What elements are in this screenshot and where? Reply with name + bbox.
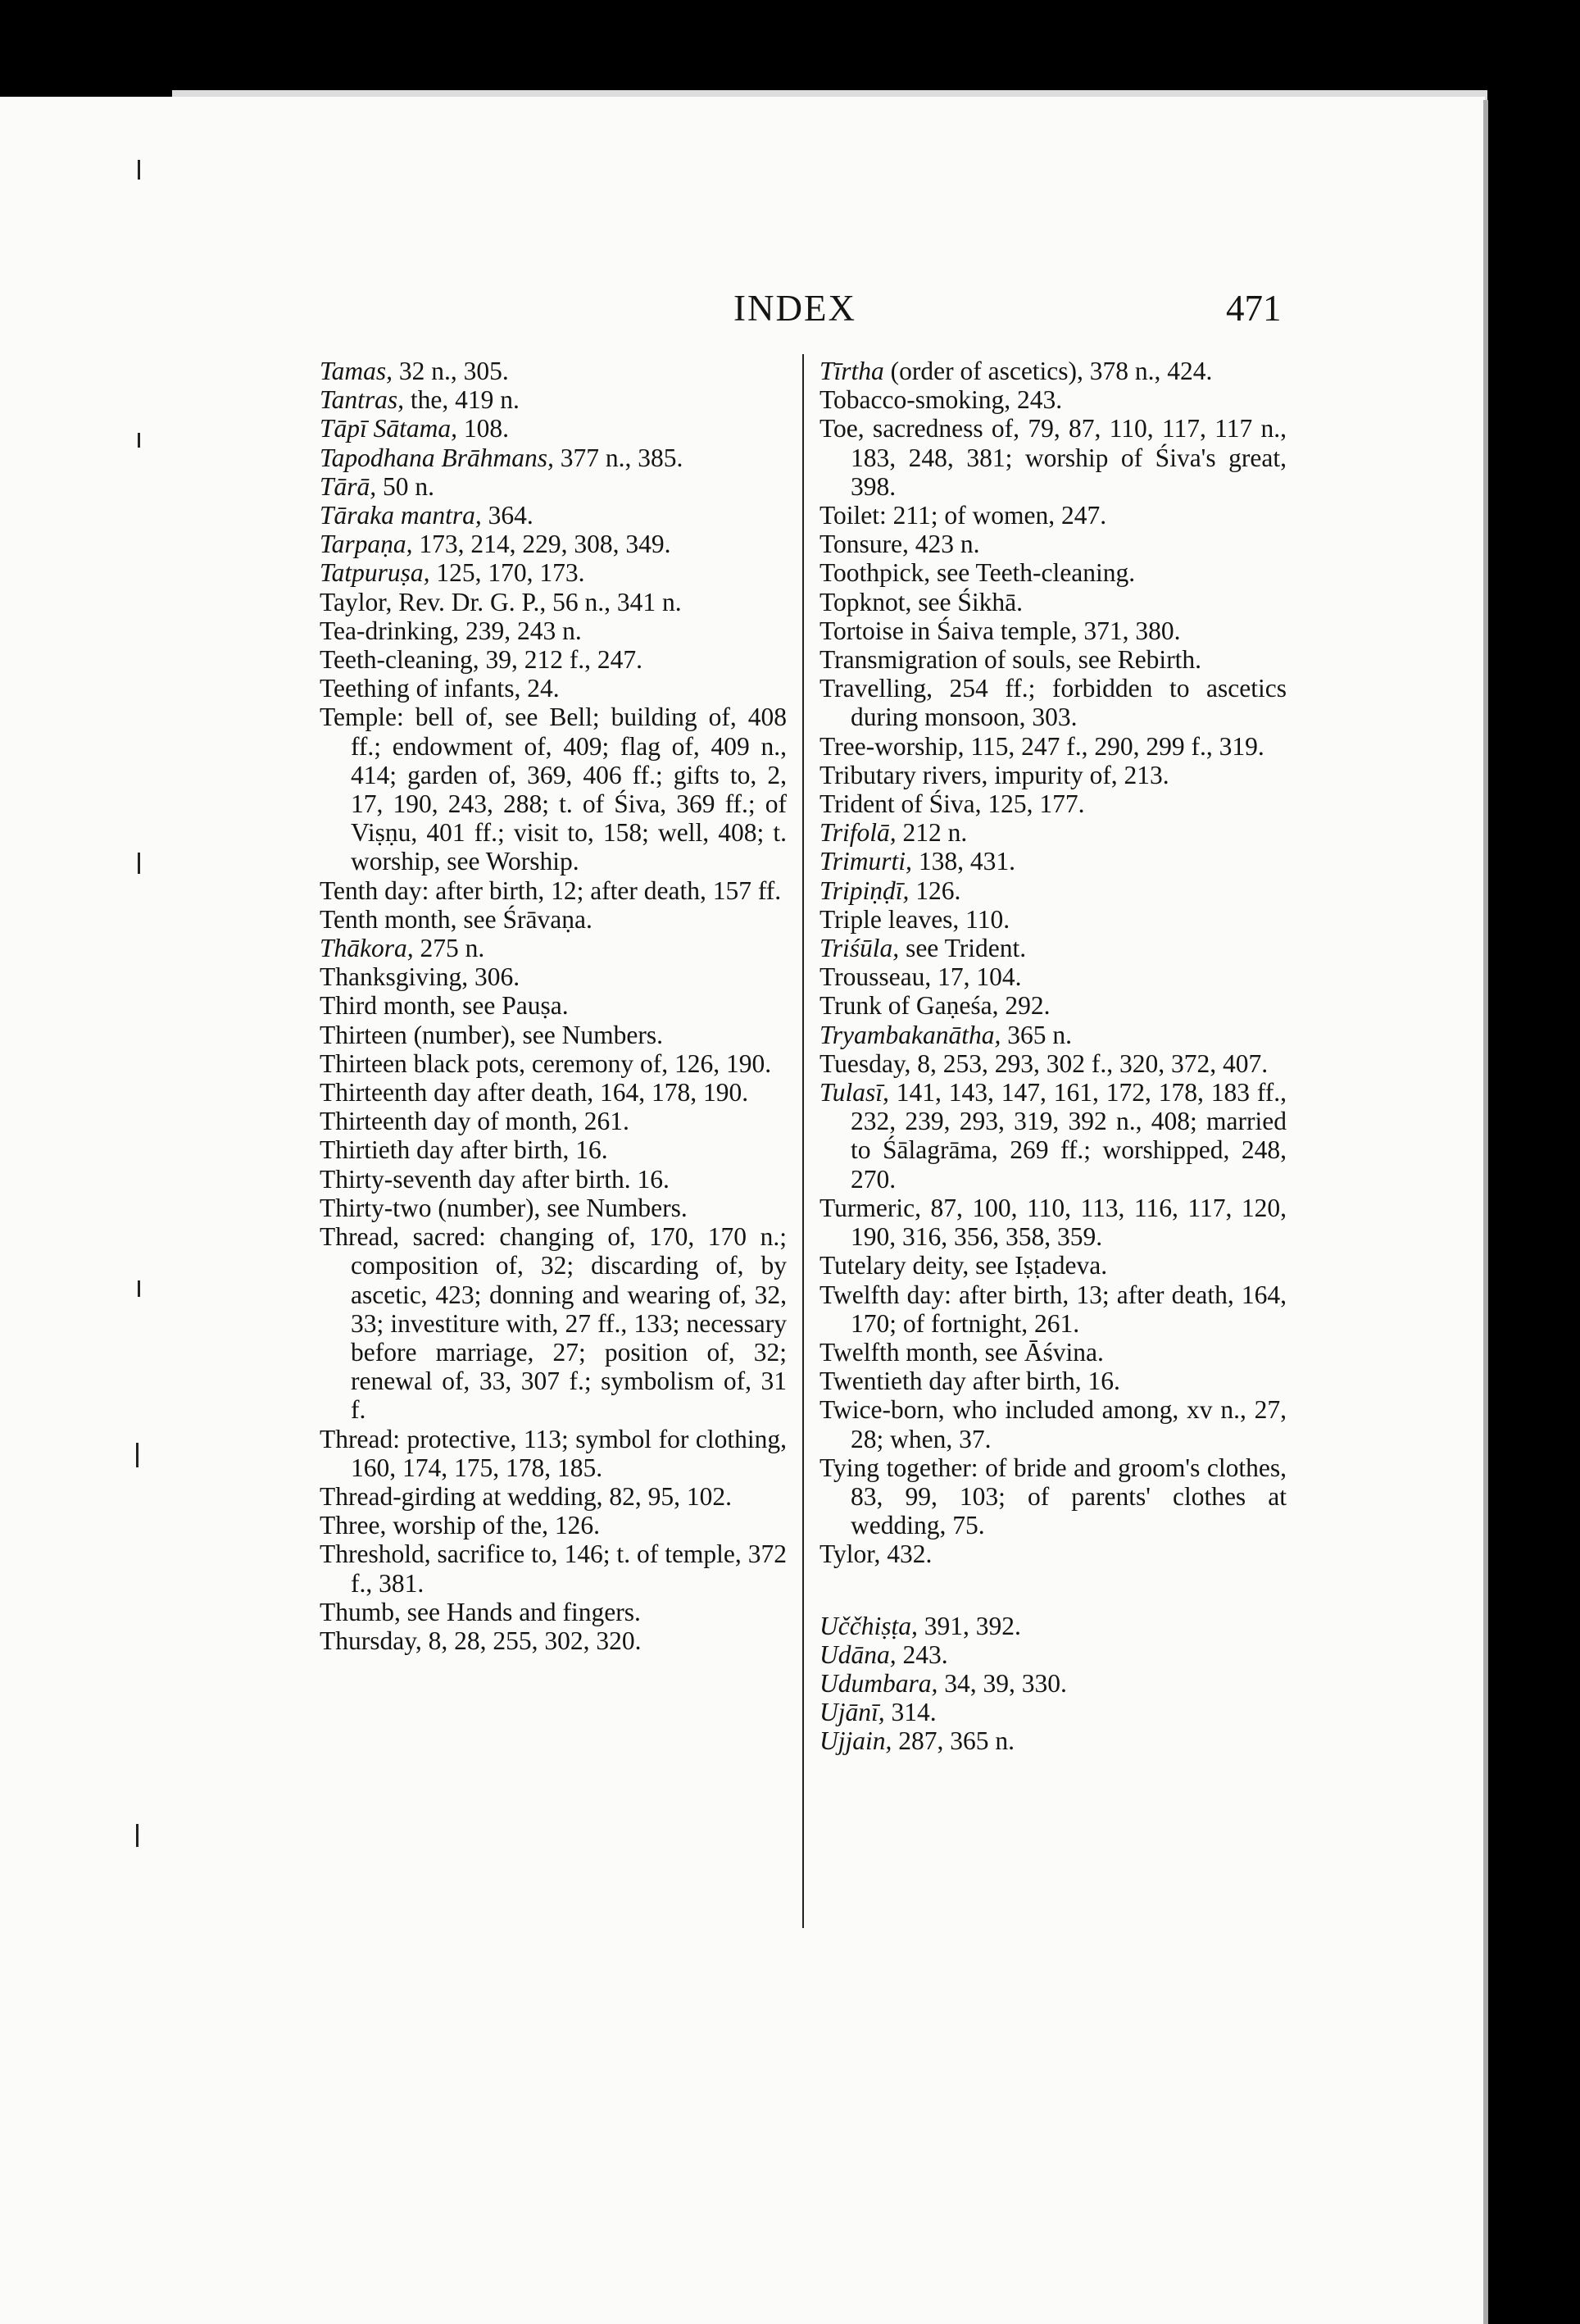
index-entry-text: Thursday, 8, 28, 255, 302, 320. [320,1626,642,1655]
index-entry [320,934,787,962]
index-entry [320,558,787,587]
index-entry [820,732,1287,761]
index-entry [820,1612,1287,1640]
index-column-left [320,357,787,1655]
index-entry [320,1135,787,1164]
index-entry-text: Twice-born, who included among, xv n., 27, 28; when, 37. [820,1395,1287,1453]
index-entry-text: 377 n., 385. [553,443,683,472]
index-entry [820,1539,1287,1568]
page-right-edge [1483,100,1488,2324]
index-entry-headword: Tāpī Sātama, [320,414,458,443]
index-entry-text: Travelling, 254 ff.; forbidden to ascetics during monsoon, 303. [820,674,1287,732]
index-entry [820,558,1287,587]
index-entry-headword: Uččhiṣṭa, [820,1611,918,1640]
index-entry-text: Tuesday, 8, 253, 293, 302 f., 320, 372, 407. [820,1048,1269,1078]
index-entry-text: Toe, sacredness of, 79, 87, 110, 117, 117 n., 183, 248, 381; worship of Śiva's great, 398. [820,414,1287,501]
index-entry [320,1511,787,1539]
index-entry-text: 32 n., 305. [393,357,509,385]
index-entry [320,1626,787,1655]
index-entry [320,1539,787,1597]
index-entry-text: Thirteen (number), see Numbers. [320,1020,663,1049]
index-entry-text: 212 n. [896,818,968,848]
index-entry-text: Trunk of Gaṇeśa, 292. [820,991,1051,1021]
index-entry-text: Toilet: 211; of women, 247. [820,501,1107,530]
index-entry-text: Twentieth day after birth, 16. [820,1367,1120,1396]
index-entry-headword: Tripiṇḍī, [820,875,910,905]
index-entry-headword: Tāraka mantra, [320,501,482,530]
index-entry-text: 173, 214, 229, 308, 349. [412,530,671,559]
index-entry-text: Thirteenth day of month, 261. [320,1107,629,1136]
index-entry [820,616,1287,645]
index-entry [820,1021,1287,1049]
index-entry-headword: Tarpaṇa, [320,530,413,559]
index-entry [320,357,787,385]
index-entry-text: Thirteen black pots, ceremony of, 126, 190. [320,1048,772,1078]
index-entry-headword: Trimurti, [820,847,912,876]
index-entry-headword: Udumbara, [820,1668,938,1698]
index-entry [320,1598,787,1626]
margin-mark [136,1443,138,1467]
margin-mark [138,433,140,448]
index-entry-text: Tree-worship, 115, 247 f., 290, 299 f., 319. [820,731,1264,761]
index-entry [320,1107,787,1135]
index-entry-text: Twelfth month, see Āśvina. [820,1337,1104,1367]
index-entry-text: Taylor, Rev. Dr. G. P., 56 n., 341 n. [320,587,682,616]
index-entry-text: Thread-girding at wedding, 82, 95, 102. [320,1481,733,1511]
margin-mark [138,853,140,874]
index-entry [820,1049,1287,1078]
index-entry-text: 126. [909,875,961,905]
index-entry-text: Thirteenth day after death, 164, 178, 190. [320,1078,749,1107]
index-entry [320,501,787,530]
index-entry-text: 243. [896,1640,948,1669]
page-header [0,287,1485,336]
index-entry [820,991,1287,1020]
index-entry-text: Thumb, see Hands and fingers. [320,1597,641,1626]
index-entry-headword: Tryambakanātha, [820,1020,1001,1049]
margin-mark [136,1824,138,1847]
index-entry-text: 364. [481,501,533,530]
index-entry [820,1453,1287,1540]
index-entry-text: Trousseau, 17, 104. [820,962,1022,992]
margin-mark [138,160,140,180]
index-entry-headword: Tatpuruṣa, [320,558,430,588]
index-entry-text: 141, 143, 147, 161, 172, 178, 183 ff., 232, 239, 293, 319, 392 n., 408; married to Śālagrāma, 269 ff.; worshipped, 248, 270. [851,1078,1287,1194]
index-entry-text: 125, 170, 173. [429,558,585,588]
index-entry [820,674,1287,731]
index-entry-text: 391, 392. [917,1611,1021,1640]
index-entry-text: Tea-drinking, 239, 243 n. [320,616,582,645]
index-entry-text: Three, worship of the, 126. [320,1511,601,1540]
index-column-right [820,357,1287,1756]
index-entry-headword: Triśūla, [820,934,900,963]
index-entry [320,1165,787,1194]
index-entry [820,1367,1287,1395]
index-entry [320,962,787,991]
index-entry-text: Tylor, 432. [820,1539,933,1569]
index-entry-text: Thread: protective, 113; symbol for clothing, 160, 174, 175, 178, 185. [320,1424,787,1482]
index-entry-text: Thirty-seventh day after birth. 16. [320,1164,670,1194]
index-entry-text: Temple: bell of, see Bell; building of, 408 ff.; endowment of, 409; flag of, 409 n., 414; garden of, 369, 406 ff.; gifts to, 2, 17, 190, 243, 288; t. of Śiva, 369 ff.; of Viṣṇu, 401 ff.; visit to, 158; well, 408; t. worship, see Worship. [320,703,787,876]
index-entry [820,1698,1287,1726]
index-entry-text: Thirty-two (number), see Numbers. [320,1193,688,1222]
index-entry-text: (order of ascetics), 378 n., 424. [883,357,1213,385]
index-entry [320,616,787,645]
index-entry [320,588,787,616]
index-entry-headword: Tulasī, [820,1078,889,1107]
index-entry-text: Twelfth day: after birth, 13; after death, 164, 170; of fortnight, 261. [820,1280,1287,1338]
index-entry [820,847,1287,875]
index-entry [820,414,1287,501]
index-entry-text: 138, 431. [911,847,1015,876]
index-entry-text: 275 n. [413,934,485,963]
index-entry-headword: Ujānī, [820,1698,885,1727]
index-entry [820,934,1287,962]
index-entry-text: Thanksgiving, 306. [320,962,520,992]
index-entry-text: Tributary rivers, impurity of, 213. [820,760,1169,789]
index-entry-text: 365 n. [1001,1020,1073,1049]
index-entry [320,385,787,414]
index-entry-text: Tonsure, 423 n. [820,530,980,559]
index-entry-text: Tenth month, see Śrāvaṇa. [320,904,592,934]
index-entry-headword: Udāna, [820,1640,897,1669]
index-entry [320,1021,787,1049]
index-entry-text: Triple leaves, 110. [820,904,1010,934]
index-entry-text: 108. [457,414,510,443]
index-entry [820,1280,1287,1338]
page-number: 471 [1226,288,1282,329]
index-entry-headword: Tīrtha [820,357,884,385]
index-entry-headword: Tantras, [320,385,405,415]
index-entry-text: 34, 39, 330. [938,1668,1067,1698]
index-entry-text: see Trident. [899,934,1027,963]
index-entry [820,645,1287,674]
index-entry [320,703,787,875]
index-entry-text: Threshold, sacrifice to, 146; t. of temple, 372 f., 381. [320,1539,787,1598]
index-entry [820,789,1287,818]
index-entry [820,1640,1287,1669]
index-entry [820,962,1287,991]
index-entry [320,905,787,934]
index-entry-text: Thirtieth day after birth, 16. [320,1135,608,1165]
index-entry [820,1194,1287,1251]
index-entry [820,905,1287,934]
index-entry [820,501,1287,530]
index-entry-text: 287, 365 n. [892,1726,1015,1756]
index-entry [320,414,787,443]
index-entry [320,645,787,674]
index-entry-text: Trident of Śiva, 125, 177. [820,789,1085,819]
index-entry-text: 50 n. [376,471,435,501]
index-entry-headword: Ujjain, [820,1726,892,1756]
index-entry-headword: Tapodhana Brāhmans, [320,443,554,472]
index-entry-text: Tortoise in Śaiva temple, 371, 380. [820,616,1181,645]
index-entry [320,1482,787,1511]
index-entry-text: the, 419 n. [404,385,520,415]
index-entry [320,530,787,558]
index-entry-headword: Thākora, [320,934,414,963]
running-title: INDEX [733,288,856,329]
index-entry [820,357,1287,385]
index-entry [820,1251,1287,1280]
index-entry-text: Toothpick, see Teeth-cleaning. [820,558,1136,588]
index-entry-text: Tenth day: after birth, 12; after death, 157 ff. [320,875,782,905]
index-entry-text: Tying together: of bride and groom's clothes, 83, 99, 103; of parents' clothes at wedding, 75. [820,1453,1287,1540]
margin-mark [138,1280,140,1297]
index-entry [820,530,1287,558]
index-entry-text: Teething of infants, 24. [320,674,560,703]
index-entry-text: Tutelary deity, see Iṣṭadeva. [820,1251,1108,1280]
index-entry [820,1669,1287,1698]
index-entry [320,1194,787,1222]
index-entry-text: Topknot, see Śikhā. [820,587,1024,616]
index-entry [320,1049,787,1078]
column-divider [802,354,804,1928]
index-entry-text: 314. [884,1698,937,1727]
index-entry [320,1222,787,1424]
index-entry-headword: Tamas, [320,357,393,385]
index-entry-text: Tobacco-smoking, 243. [820,385,1063,415]
index-entry-text: Transmigration of souls, see Rebirth. [820,645,1202,675]
index-entry-text: Turmeric, 87, 100, 110, 113, 116, 117, 120, 190, 316, 356, 358, 359. [820,1193,1287,1252]
index-entry [820,588,1287,616]
index-entry [820,1395,1287,1453]
index-entry [820,818,1287,847]
index-entry [820,1078,1287,1194]
index-entry [320,472,787,501]
index-entry [820,876,1287,905]
index-entry [820,1726,1287,1755]
index-entry-headword: Trifolā, [820,818,897,848]
index-entry [820,1338,1287,1367]
index-entry [820,385,1287,414]
index-entry-text: Teeth-cleaning, 39, 212 f., 247. [320,645,643,675]
index-entry [320,674,787,703]
index-entry [320,443,787,472]
index-entry [320,1078,787,1107]
index-entry-text: Thread, sacred: changing of, 170, 170 n.; composition of, 32; discarding of, by ascetic, 423; donning and wearing of, 32, 33; investiture with, 27 ff., 133; necessary before marriage, 27; position of, 32; renewal of, 33, 307 f.; symbolism of, 31 f. [320,1222,787,1425]
index-entry-headword: Tārā, [320,471,377,501]
index-entry [320,876,787,905]
index-entry-text: Third month, see Pauṣa. [320,991,569,1021]
index-entry [820,761,1287,789]
index-entry [320,1425,787,1482]
index-entry [320,991,787,1020]
